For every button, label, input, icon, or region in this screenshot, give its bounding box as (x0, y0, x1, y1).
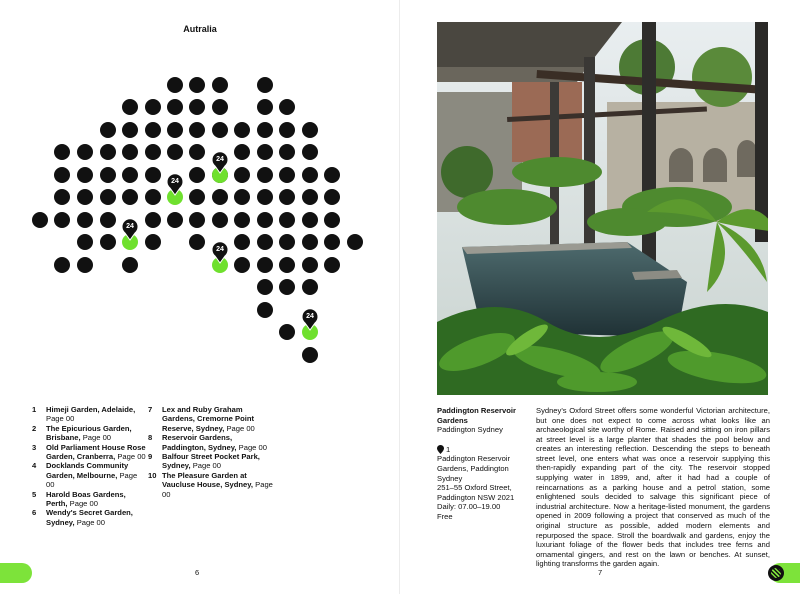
venue-title: Paddington Reservoir Gardens (437, 406, 516, 425)
marker-label: 24 (216, 156, 224, 163)
body-text: Sydney's Oxford Street offers some wonderful Victorian architecture, but one does not expect to come across what looks like an archaeological site worthy of Rome. Raised and sitting on iron pillars at street level is a large planter that shades the pool below and creates an interesting reflection. Descending the steps to beneath street level, one enters what was once a reservoir supplying this then-rapidly expanding part of the city. The reservoir stopped supplying water in 1899, and, after it had had a couple of reincarnations as a parking house and a petrol station, some enlightened souls decided to salvage this significant piece of industrial architecture. Now a heritage-listed monument, the gardens opened in 2009 following a project that conserved as much of the original structure as possible, added modern elements and repurposed the space. Stroll the boardwalk and gardens, enjoy the luxuriant foliage of the flower beds that includes tree ferns and ornamental gingers, and rest on the lawn or benches. At sunset, lighting transforms the garden again. (536, 406, 770, 569)
map-dot (257, 234, 273, 250)
publisher-logo-icon (768, 565, 784, 581)
venue-area: Paddington Sydney (437, 425, 503, 435)
map-dot (234, 144, 250, 160)
map-dot (122, 189, 138, 205)
australia-dot-map (0, 0, 400, 400)
map-dot (257, 189, 273, 205)
map-dot (145, 99, 161, 115)
map-dot (234, 257, 250, 273)
map-dot (189, 77, 205, 93)
address-line: Paddington Reservoir Gardens, Paddington Sydney (437, 454, 511, 483)
address-line: 251–55 Oxford Street, Paddington NSW 2021 (437, 483, 515, 502)
map-dot (347, 234, 363, 250)
map-dot (279, 122, 295, 138)
map-dot (302, 234, 318, 250)
garden-photo (437, 22, 768, 395)
map-dot (122, 99, 138, 115)
map-dot (234, 234, 250, 250)
map-dot (77, 144, 93, 160)
map-dot (167, 212, 183, 228)
map-dot (54, 257, 70, 273)
venue-info (437, 406, 532, 522)
map-dot (145, 122, 161, 138)
map-dot (189, 234, 205, 250)
map-dot (54, 167, 70, 183)
marker-label: 24 (216, 246, 224, 253)
map-dot (212, 122, 228, 138)
location-marker[interactable] (212, 152, 228, 183)
legend-item[interactable]: 5 Harold Boas Gardens, Perth, Page 00 (32, 489, 126, 509)
map-dot (77, 212, 93, 228)
opening-hours: Daily: 07.00–19.00 (437, 502, 501, 512)
map-dot (279, 257, 295, 273)
map-dot (32, 212, 48, 228)
map-dot (302, 347, 318, 363)
map-dot (234, 189, 250, 205)
map-dot (100, 167, 116, 183)
map-dot (257, 257, 273, 273)
map-dot (212, 77, 228, 93)
map-dot (257, 212, 273, 228)
map-dot (145, 167, 161, 183)
map-dot (279, 279, 295, 295)
map-dot (302, 279, 318, 295)
map-dot (279, 144, 295, 160)
map-dot (302, 144, 318, 160)
map-dot (54, 189, 70, 205)
map-dot (302, 212, 318, 228)
legend-column-2 (148, 405, 273, 499)
location-marker[interactable] (212, 242, 228, 273)
map-dot (257, 99, 273, 115)
admission-price: Free (437, 511, 453, 521)
legend-item[interactable]: 2 The Epicurious Garden, Brisbane, Page 00 (32, 423, 132, 443)
map-dot (257, 302, 273, 318)
legend-item[interactable]: 7 Lex and Ruby Graham Gardens, Cremorne Point Reserve, Sydney, Page 00 (148, 405, 255, 433)
map-dot (212, 189, 228, 205)
location-marker[interactable] (122, 219, 138, 250)
map-pin-reference (437, 445, 532, 455)
map-dot (189, 122, 205, 138)
pin-number: 1 (446, 444, 451, 454)
map-dot (324, 257, 340, 273)
map-dot (324, 212, 340, 228)
map-dot (122, 144, 138, 160)
map-dot (145, 234, 161, 250)
map-dot (77, 167, 93, 183)
map-dot (145, 189, 161, 205)
map-dot (100, 189, 116, 205)
map-dot (122, 257, 138, 273)
map-dot (167, 99, 183, 115)
map-dot (77, 234, 93, 250)
map-dot (324, 234, 340, 250)
map-dot (189, 212, 205, 228)
map-dot (279, 167, 295, 183)
map-dot (145, 212, 161, 228)
legend-item[interactable]: 6 Wendy's Secret Garden, Sydney, Page 00 (32, 508, 133, 527)
map-dot (77, 189, 93, 205)
map-dot (234, 167, 250, 183)
map-pin-icon (437, 445, 444, 454)
page-tab-left (0, 563, 32, 583)
location-marker[interactable] (302, 309, 318, 340)
map-dot (302, 257, 318, 273)
map-dot (212, 212, 228, 228)
marker-label: 24 (171, 178, 179, 185)
legend-item[interactable]: 3 Old Parliament House Rose Garden, Cranberra, Page 00 (32, 442, 146, 462)
map-dot (257, 144, 273, 160)
legend-item[interactable]: 9 Balfour Street Pocket Park, Sydney, Page 00 (148, 452, 260, 471)
map-dot (234, 122, 250, 138)
map-dot (189, 189, 205, 205)
map-dot (324, 189, 340, 205)
map-dot (324, 167, 340, 183)
map-dot (212, 99, 228, 115)
page-number-right: 7 (598, 568, 603, 577)
map-dot (279, 212, 295, 228)
marker-label: 24 (306, 313, 314, 320)
map-dot (302, 189, 318, 205)
map-dot (100, 144, 116, 160)
map-dot (234, 212, 250, 228)
map-dot (279, 324, 295, 340)
map-dot (100, 234, 116, 250)
map-dot (189, 99, 205, 115)
legend-item[interactable]: 4 Docklands Community Garden, Melbourne, Page 00 (32, 461, 138, 490)
location-marker[interactable] (167, 174, 183, 205)
map-dot (257, 77, 273, 93)
map-dot (122, 167, 138, 183)
map-dot (167, 77, 183, 93)
map-dot (167, 144, 183, 160)
map-dot (100, 122, 116, 138)
map-dot (189, 144, 205, 160)
map-dot (279, 189, 295, 205)
legend-item[interactable]: 8 Reservoir Gardens, Paddington, Sydney, Page 00 (148, 433, 267, 452)
map-dot (77, 257, 93, 273)
map-dot (100, 212, 116, 228)
map-dot (257, 279, 273, 295)
map-dot (279, 99, 295, 115)
map-dot (167, 122, 183, 138)
map-dot (302, 122, 318, 138)
map-dot (54, 144, 70, 160)
map-dot (302, 167, 318, 183)
legend-item[interactable]: 10 The Pleasure Garden at Vaucluse House, Sydney, Page 00 (148, 470, 273, 499)
map-dot (54, 212, 70, 228)
marker-label: 24 (126, 223, 134, 230)
legend-column-1 (32, 405, 147, 527)
map-dot (279, 234, 295, 250)
map-title: Autralia (183, 24, 217, 34)
page-number-left: 6 (195, 568, 200, 577)
map-dot (257, 167, 273, 183)
map-dot (122, 122, 138, 138)
map-dot (189, 167, 205, 183)
legend-item[interactable]: 1 Himeji Garden, Adelaide, Page 00 (32, 405, 136, 424)
map-dot (145, 144, 161, 160)
map-dot (257, 122, 273, 138)
